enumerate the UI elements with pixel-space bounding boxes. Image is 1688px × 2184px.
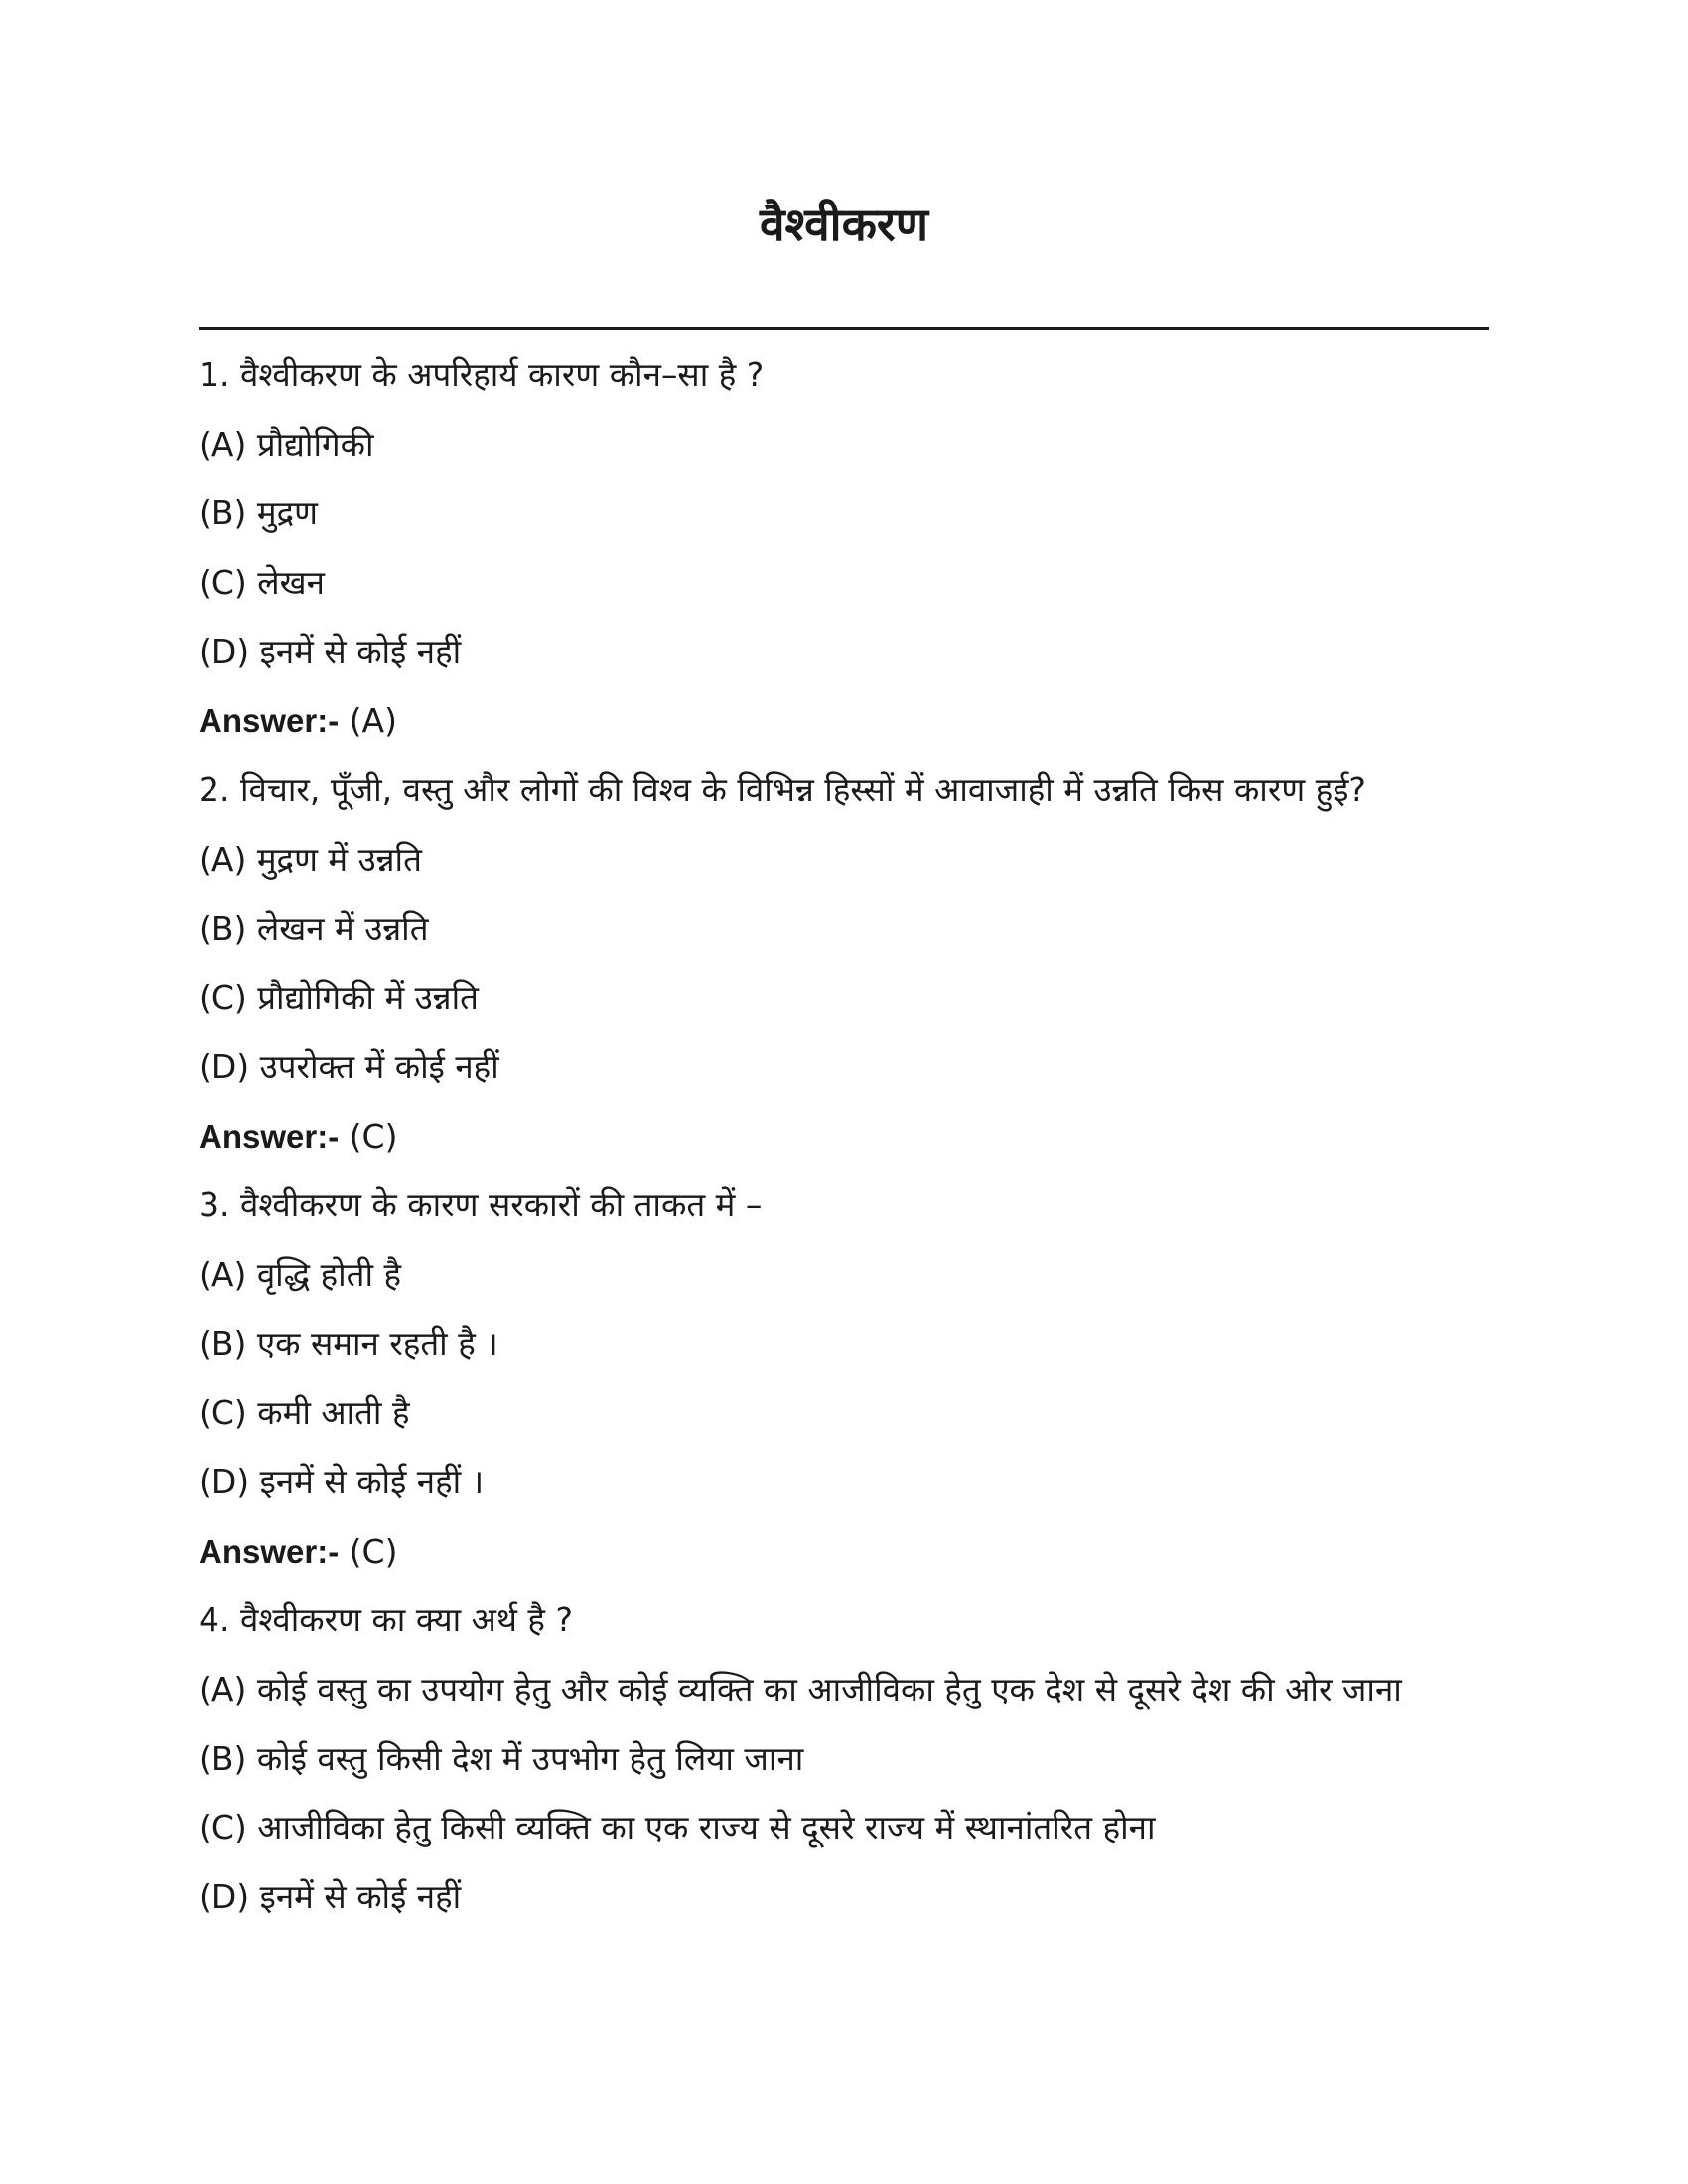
question-list <box>199 345 1489 1937</box>
question-1-option-a: (A) प्रौद्योगिकी <box>199 424 374 464</box>
answer-value: (C) <box>339 1531 398 1570</box>
question-1-answer <box>199 691 1489 760</box>
question-3-option-d: (D) इनमें से कोई नहीं । <box>199 1462 485 1501</box>
answer-label: Answer:- <box>199 702 340 740</box>
question-2-text: 2. विचार, पूँजी, वस्तु और लोगों की विश्व के विभिन्न हिस्सों में आवाजाही में उन्नति किस कारण हुई? <box>199 770 1366 810</box>
question-4-option-c: (C) आजीविका हेतु किसी व्यक्ति का एक राज्य से दूसरे राज्य में स्थानांतरित होना <box>199 1808 1156 1847</box>
question-3-answer <box>199 1522 1489 1591</box>
question-2-option-d: (D) उपरोक्त में कोई नहीं <box>199 1046 499 1086</box>
question-2-answer <box>199 1107 1489 1176</box>
question-2-option-b: (B) लेखन में उन्नति <box>199 908 429 948</box>
answer-value: (A) <box>339 701 398 741</box>
question-1-option-b: (B) मुद्रण <box>199 493 318 533</box>
question-3-text: 3. वैश्वीकरण के कारण सरकारों की ताकत में – <box>199 1185 763 1225</box>
question-2-option-a: (A) मुद्रण में उन्नति <box>199 839 422 879</box>
question-1-option-d: (D) इनमें से कोई नहीं <box>199 631 462 671</box>
answer-label: Answer:- <box>199 1117 340 1155</box>
question-4-option-d: (D) इनमें से कोई नहीं <box>199 1877 462 1917</box>
question-4-option-b: (B) कोई वस्तु किसी देश में उपभोग हेतु लिया जाना <box>199 1738 804 1778</box>
title-divider <box>199 327 1489 330</box>
question-1-option-c: (C) लेखन <box>199 563 325 603</box>
answer-label: Answer:- <box>199 1532 340 1570</box>
question-1-text: 1. वैश्वीकरण के अपरिहार्य कारण कौन–सा है ? <box>199 355 765 394</box>
page-title: वैश्वीकरण <box>759 198 929 251</box>
question-4-text: 4. वैश्वीकरण का क्या अर्थ है ? <box>199 1600 573 1640</box>
question-3-option-b: (B) एक समान रहती है । <box>199 1323 498 1363</box>
question-2-option-c: (C) प्रौद्योगिकी में उन्नति <box>199 978 479 1018</box>
question-3-option-c: (C) कमी आती है <box>199 1393 410 1433</box>
question-3-option-a: (A) वृद्धि होती है <box>199 1254 402 1294</box>
question-4-option-a: (A) कोई वस्तु का उपयोग हेतु और कोई व्यक्ति का आजीविका हेतु एक देश से दूसरे देश की ओर जाना <box>199 1670 1402 1709</box>
answer-value: (C) <box>339 1116 398 1156</box>
